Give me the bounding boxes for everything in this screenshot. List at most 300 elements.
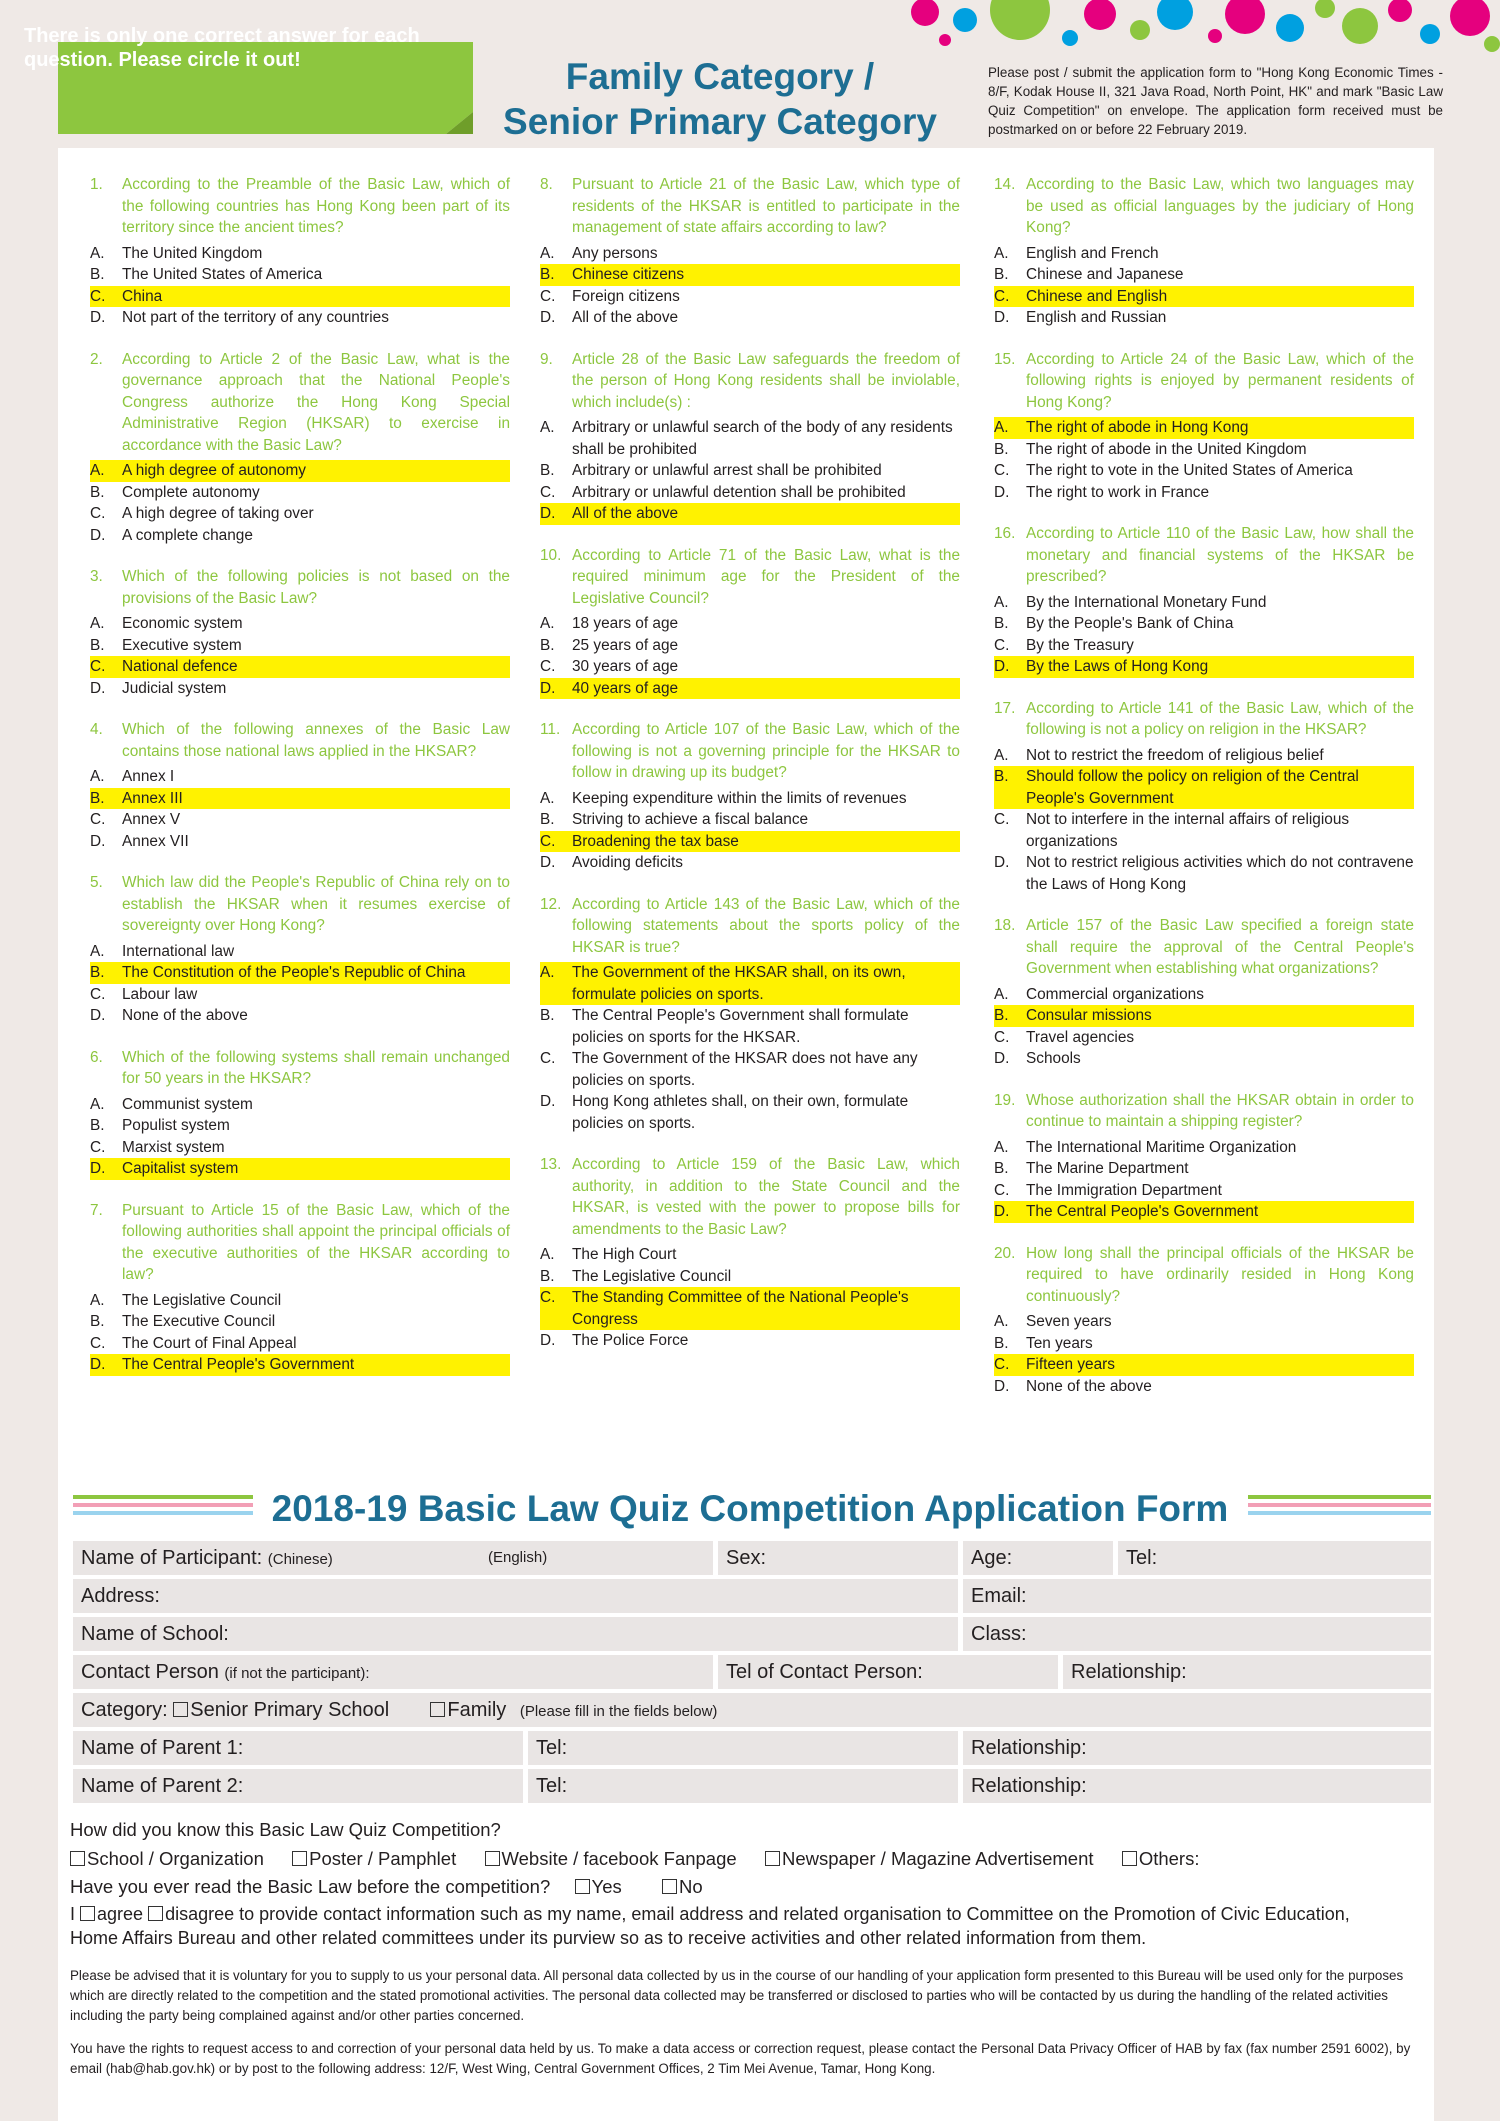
question-text — [540, 545, 960, 610]
option-letter: B. — [540, 811, 555, 828]
option-letter: C. — [994, 1181, 1010, 1199]
answer-option[interactable] — [90, 503, 510, 525]
option-letter: D. — [90, 1356, 106, 1373]
option-letter: D. — [90, 526, 106, 544]
banner-text: There is only one correct answer for each question. Please circle it out! — [24, 25, 420, 71]
answer-option-correct[interactable] — [90, 1354, 510, 1376]
answer-option[interactable] — [540, 635, 960, 657]
parent1-relationship-field[interactable]: Relationship: — [963, 1731, 1431, 1765]
option-letter: C. — [90, 287, 106, 305]
option-text: The United States of America — [122, 266, 323, 283]
option-text: 30 years of age — [572, 658, 679, 675]
answer-option[interactable] — [994, 984, 1414, 1006]
question-prompt: Pursuant to Article 15 of the Basic Law, which of the following authorities shall appoint the principal officials of the executive authorities of the HKSAR according to law? — [122, 1201, 510, 1283]
question-prompt: According to Article 107 of the Basic Law, which of the following is not a governing principle for the HKSAR to follow in drawing up its budget? — [572, 721, 960, 781]
option-letter: A. — [994, 1138, 1009, 1156]
option-text: The International Maritime Organization — [1026, 1138, 1297, 1156]
option-letter: A. — [90, 1291, 105, 1309]
option-text: Chinese and Japanese — [1026, 266, 1184, 283]
option-letter: C. — [994, 287, 1010, 305]
question-9 — [540, 349, 960, 525]
option-letter: B. — [90, 1117, 105, 1134]
school-field[interactable]: Name of School: — [73, 1617, 958, 1651]
family-checkbox[interactable] — [430, 1702, 445, 1717]
option-text: The Police Force — [572, 1332, 689, 1349]
option-letter: D. — [994, 658, 1010, 675]
option-text: The Central People's Government shall formulate policies on sports for the HKSAR. — [572, 1007, 909, 1046]
answer-option-correct[interactable] — [90, 1158, 510, 1180]
answer-option[interactable] — [994, 307, 1414, 329]
answer-option[interactable] — [540, 1091, 960, 1134]
answer-option-correct[interactable] — [540, 962, 960, 1005]
consent-statement: I agree disagree to provide contact information such as my name, email address and related organisation to Committee on the Promotion of Civic Education, Home Affairs Bureau and other related committees under its purview so as to receive activities and other related information from them. — [70, 1904, 1350, 1948]
option-text: By the Laws of Hong Kong — [1026, 658, 1209, 675]
option-letter: A. — [90, 244, 105, 262]
answer-option[interactable] — [994, 1376, 1414, 1398]
option-letter: B. — [994, 1334, 1009, 1352]
answer-option[interactable] — [540, 809, 960, 831]
answer-option[interactable] — [994, 1137, 1414, 1159]
page-title: Family Category / Senior Primary Category — [503, 56, 937, 142]
option-letter: B. — [994, 1007, 1009, 1024]
question-number: 1. — [90, 176, 103, 193]
option-text: Judicial system — [122, 679, 227, 697]
question-prompt: Which of the following systems shall remain unchanged for 50 years in the HKSAR? — [122, 1048, 510, 1087]
answer-option[interactable] — [90, 1137, 510, 1159]
option-letter: D. — [994, 1377, 1010, 1395]
read-no-checkbox[interactable] — [662, 1879, 677, 1894]
question-prompt: How long shall the principal officials of the HKSAR be required to have ordinarily resided in Hong Kong continuously? — [1026, 1244, 1414, 1305]
contact-tel-field[interactable]: Tel of Contact Person: — [718, 1655, 1058, 1689]
option-letter: C. — [540, 1289, 556, 1306]
question-column-2 — [540, 174, 960, 1372]
question-text — [90, 174, 510, 239]
option-text: 40 years of age — [572, 679, 679, 697]
source-poster-checkbox[interactable] — [292, 1851, 307, 1866]
option-text: Complete autonomy — [122, 483, 260, 501]
option-text: China — [122, 287, 163, 305]
age-field[interactable]: Age: — [963, 1541, 1113, 1575]
parent2-tel-field[interactable]: Tel: — [528, 1769, 958, 1803]
option-letter: D. — [90, 309, 106, 326]
option-text: The Court of Final Appeal — [122, 1334, 297, 1352]
parent2-relationship-field[interactable]: Relationship: — [963, 1769, 1431, 1803]
answer-option-correct[interactable] — [994, 1354, 1414, 1376]
option-letter: A. — [994, 1313, 1009, 1330]
option-text: By the People's Bank of China — [1026, 615, 1234, 632]
answer-option[interactable] — [994, 1311, 1414, 1333]
answer-option[interactable] — [994, 1333, 1414, 1355]
answer-option[interactable] — [90, 243, 510, 265]
how-know-question: How did you know this Basic Law Quiz Competition? — [70, 1819, 501, 1840]
option-text: None of the above — [122, 1007, 248, 1024]
option-letter: B. — [994, 615, 1009, 632]
answer-option-correct[interactable] — [540, 503, 960, 525]
option-letter: C. — [540, 483, 556, 501]
question-prompt: According to Article 143 of the Basic Law, which of the following statements about the sports policy of the HKSAR is true? — [572, 895, 960, 956]
answer-option[interactable] — [540, 460, 960, 482]
form-row-participant — [73, 1541, 1431, 1575]
question-text — [994, 1090, 1414, 1133]
option-letter: C. — [540, 658, 556, 675]
question-text — [994, 349, 1414, 414]
option-text: Economic system — [122, 615, 243, 632]
question-number: 2. — [90, 350, 103, 368]
option-text: The Marine Department — [1026, 1160, 1189, 1177]
question-prompt: According to Article 71 of the Basic Law, what is the required minimum age for the President of the Legislative Council? — [572, 546, 960, 607]
option-text: Any persons — [572, 244, 658, 262]
answer-option[interactable] — [90, 1094, 510, 1116]
option-text: Commercial organizations — [1026, 985, 1204, 1003]
privacy-notice-1: Please be advised that it is voluntary for you to supply to us your personal data. All personal data collected by us in the course of our handling of your application form presented to this Bureau will be used only for the purposes which are directly related to the competition and the stated promotional activities. The personal data collected may be transferred or disclosed to parties who will be contacted by us during the handling of the related activities including the party being complained against and/or other parties concerned. — [70, 1968, 1404, 2023]
answer-option-correct[interactable] — [994, 1005, 1414, 1027]
option-letter: B. — [90, 636, 105, 654]
answer-option[interactable] — [90, 1333, 510, 1355]
option-text: International law — [122, 942, 235, 960]
option-letter: A. — [90, 1095, 105, 1113]
option-letter: A. — [994, 419, 1009, 436]
option-text: None of the above — [1026, 1377, 1152, 1395]
option-text: Annex III — [122, 789, 183, 807]
question-prompt: Which law did the People's Republic of China rely on to establish the HKSAR when it resumes exercise of sovereignty over Hong Kong? — [122, 874, 510, 934]
form-row-parent2 — [73, 1769, 1431, 1803]
answer-option[interactable] — [994, 264, 1414, 286]
question-prompt: Which of the following annexes of the Basic Law contains those national laws applied in the HKSAR? — [122, 721, 510, 760]
question-text — [994, 523, 1414, 588]
answer-option[interactable] — [994, 745, 1414, 767]
answer-option[interactable] — [994, 243, 1414, 265]
option-text: 18 years of age — [572, 615, 679, 632]
answer-option[interactable] — [540, 286, 960, 308]
option-letter: C. — [90, 505, 106, 522]
option-letter: A. — [994, 746, 1009, 764]
answer-option[interactable] — [994, 613, 1414, 635]
answer-option[interactable] — [90, 1311, 510, 1333]
option-letter: C. — [994, 1356, 1010, 1373]
answer-option[interactable] — [90, 809, 510, 831]
sex-field[interactable]: Sex: — [718, 1541, 958, 1575]
title-stripes-right — [1248, 1495, 1431, 1523]
answer-option[interactable] — [90, 984, 510, 1006]
answer-option[interactable] — [90, 482, 510, 504]
option-letter: C. — [994, 462, 1010, 479]
contact-person-field[interactable]: Contact Person (if not the participant): — [73, 1655, 713, 1689]
agree-checkbox[interactable] — [80, 1906, 95, 1921]
question-2 — [90, 349, 510, 547]
question-text — [90, 1047, 510, 1090]
question-prompt: Whose authorization shall the HKSAR obtain in order to continue to maintain a shipping register? — [1026, 1091, 1414, 1130]
parent1-name-field[interactable]: Name of Parent 1: — [73, 1731, 523, 1765]
answer-option[interactable] — [994, 482, 1414, 504]
form-row-parent1 — [73, 1731, 1431, 1765]
option-letter: D. — [994, 309, 1010, 326]
question-20 — [994, 1243, 1414, 1398]
answer-option-correct[interactable] — [540, 678, 960, 700]
option-letter: B. — [90, 789, 105, 807]
answer-option[interactable] — [90, 635, 510, 657]
option-text: Fifteen years — [1026, 1356, 1115, 1373]
option-text: The right to vote in the United States of America — [1026, 462, 1353, 479]
option-text: A high degree of autonomy — [122, 462, 306, 479]
answer-option-correct[interactable] — [540, 831, 960, 853]
answer-option-correct[interactable] — [994, 656, 1414, 678]
how-know-options: School / Organization Poster / Pamphlet Website / facebook Fanpage Newspaper / Magazine Advertisement Others: — [70, 1845, 1199, 1873]
form-row-school — [73, 1617, 1431, 1651]
question-6 — [90, 1047, 510, 1180]
option-text: Seven years — [1026, 1313, 1112, 1330]
option-text: Capitalist system — [122, 1160, 239, 1177]
category-field: Category: Senior Primary School Family (Please fill in the fields below) — [73, 1693, 1431, 1727]
question-number: 18. — [994, 917, 1016, 934]
option-letter: A. — [540, 244, 555, 262]
answer-option[interactable] — [994, 809, 1414, 852]
question-prompt: According to Article 2 of the Basic Law, what is the governance approach that the National People's Congress authorize the Hong Kong Special Administrative Region (HKSAR) to exercise in accordance with the Basic Law? — [122, 350, 510, 454]
option-text: The Legislative Council — [122, 1291, 282, 1309]
option-letter: C. — [994, 636, 1010, 654]
option-letter: A. — [994, 593, 1009, 611]
read-before-question: Have you ever read the Basic Law before the competition? Yes No — [70, 1876, 703, 1897]
answer-option[interactable] — [540, 417, 960, 460]
source-others-checkbox[interactable] — [1122, 1851, 1137, 1866]
question-prompt: According to Article 141 of the Basic Law, which of the following is not a policy on religion in the HKSAR? — [1026, 699, 1414, 738]
answer-option[interactable] — [90, 941, 510, 963]
answer-option[interactable] — [90, 678, 510, 700]
option-letter: D. — [994, 1203, 1010, 1220]
question-number: 9. — [540, 350, 553, 368]
option-text: By the Treasury — [1026, 636, 1134, 654]
option-text: Not to restrict religious activities which do not contravene the Laws of Hong Kong — [1026, 854, 1414, 893]
answer-option[interactable] — [540, 1244, 960, 1266]
question-number: 10. — [540, 546, 562, 564]
question-17 — [994, 698, 1414, 896]
parent2-name-field[interactable]: Name of Parent 2: — [73, 1769, 523, 1803]
option-text: The right of abode in Hong Kong — [1026, 419, 1249, 436]
address-field[interactable]: Address: — [73, 1579, 958, 1613]
option-letter: B. — [540, 266, 555, 283]
option-letter: C. — [540, 832, 556, 850]
answer-option-correct[interactable] — [994, 766, 1414, 809]
answer-option[interactable] — [540, 482, 960, 504]
answer-option[interactable] — [540, 1048, 960, 1091]
option-text: Ten years — [1026, 1334, 1093, 1352]
question-7 — [90, 1200, 510, 1376]
question-text — [994, 174, 1414, 239]
option-letter: B. — [90, 964, 105, 981]
option-letter: A. — [540, 1246, 555, 1263]
answer-option[interactable] — [540, 613, 960, 635]
option-text: Executive system — [122, 636, 242, 654]
source-newspaper-checkbox[interactable] — [765, 1851, 780, 1866]
answer-option[interactable] — [994, 439, 1414, 461]
option-text: The Immigration Department — [1026, 1181, 1222, 1199]
option-letter: C. — [994, 811, 1010, 828]
question-12 — [540, 894, 960, 1135]
answer-option[interactable] — [90, 766, 510, 788]
answer-option-correct[interactable] — [90, 460, 510, 482]
option-letter: B. — [540, 1267, 555, 1285]
answer-option[interactable] — [90, 1115, 510, 1137]
answer-option[interactable] — [540, 243, 960, 265]
question-prompt: According to Article 24 of the Basic Law, which of the following rights is enjoyed by permanent residents of Hong Kong? — [1026, 350, 1414, 411]
answer-option[interactable] — [90, 831, 510, 853]
option-text: Schools — [1026, 1050, 1081, 1067]
answer-option[interactable] — [90, 307, 510, 329]
option-text: Arbitrary or unlawful detention shall be prohibited — [572, 483, 906, 501]
tel-field[interactable]: Tel: — [1118, 1541, 1431, 1575]
option-letter: D. — [90, 1007, 106, 1024]
option-letter: B. — [540, 636, 555, 654]
option-letter: C. — [994, 1028, 1010, 1046]
question-13 — [540, 1154, 960, 1352]
answer-option[interactable] — [994, 1048, 1414, 1070]
option-letter: C. — [90, 1334, 106, 1352]
option-text: The Legislative Council — [572, 1267, 732, 1285]
answer-option[interactable] — [90, 264, 510, 286]
question-1 — [90, 174, 510, 329]
class-field[interactable]: Class: — [963, 1617, 1431, 1651]
option-letter: B. — [540, 462, 555, 479]
title-stripes-left — [73, 1495, 253, 1523]
submission-instructions: Please post / submit the application form to "Hong Kong Economic Times - 8/F, Kodak House II, 321 Java Road, North Point, HK" and mark "Basic Law Quiz Competition" on envelope. The application form received must be postmarked on or before 22 February 2019. — [988, 65, 1443, 137]
question-16 — [994, 523, 1414, 678]
answer-option[interactable] — [90, 1290, 510, 1312]
option-text: Not to restrict the freedom of religious belief — [1026, 746, 1324, 764]
question-number: 11. — [540, 721, 561, 738]
form-row-category — [73, 1693, 1431, 1727]
email-field[interactable]: Email: — [963, 1579, 1431, 1613]
answer-option-correct[interactable] — [540, 1287, 960, 1330]
option-letter: B. — [994, 440, 1009, 458]
contact-relationship-field[interactable]: Relationship: — [1063, 1655, 1431, 1689]
option-letter: C. — [90, 811, 106, 828]
option-text: The United Kingdom — [122, 244, 263, 262]
option-text: Not to interfere in the internal affairs of religious organizations — [1026, 811, 1350, 850]
question-text — [90, 566, 510, 609]
question-number: 14. — [994, 176, 1016, 193]
answer-option[interactable] — [994, 1180, 1414, 1202]
question-text — [90, 349, 510, 457]
option-text: Marxist system — [122, 1138, 225, 1156]
question-text — [994, 1243, 1414, 1308]
question-number: 4. — [90, 721, 103, 738]
option-text: Hong Kong athletes shall, on their own, formulate policies on sports. — [572, 1093, 909, 1132]
question-column-1 — [90, 174, 510, 1396]
option-letter: C. — [90, 658, 106, 675]
option-text: Foreign citizens — [572, 287, 680, 305]
source-website-checkbox[interactable] — [485, 1851, 500, 1866]
answer-option[interactable] — [540, 1330, 960, 1352]
parent1-tel-field[interactable]: Tel: — [528, 1731, 958, 1765]
answer-option[interactable] — [994, 1158, 1414, 1180]
question-prompt: Article 28 of the Basic Law safeguards the freedom of the person of Hong Kong residents shall be inviolable, which include(s) : — [572, 350, 960, 411]
option-letter: C. — [540, 287, 556, 305]
option-letter: B. — [540, 1007, 555, 1024]
answer-option-correct[interactable] — [994, 417, 1414, 439]
read-yes-checkbox[interactable] — [575, 1879, 590, 1894]
form-row-contact — [73, 1655, 1431, 1689]
question-prompt: According to Article 159 of the Basic Law, which authority, in addition to the State Council and the HKSAR, is vested with the power to propose bills for amendments to the Basic Law? — [572, 1156, 960, 1238]
option-text: The Government of the HKSAR does not have any policies on sports. — [572, 1050, 918, 1089]
answer-option-correct[interactable] — [994, 286, 1414, 308]
answer-option[interactable] — [540, 656, 960, 678]
question-column-3 — [994, 174, 1414, 1417]
answer-option[interactable] — [540, 788, 960, 810]
answer-option[interactable] — [540, 852, 960, 874]
answer-option-correct[interactable] — [90, 656, 510, 678]
question-3 — [90, 566, 510, 699]
question-text — [90, 872, 510, 937]
option-text: The right to work in France — [1026, 483, 1210, 501]
option-text: The Standing Committee of the National People's Congress — [572, 1289, 909, 1328]
question-number: 13. — [540, 1156, 562, 1173]
option-text: The Central People's Government — [1026, 1203, 1259, 1220]
option-letter: D. — [540, 1093, 556, 1110]
option-text: Striving to achieve a fiscal balance — [572, 811, 809, 828]
answer-option[interactable] — [994, 852, 1414, 895]
option-letter: C. — [90, 1138, 106, 1156]
answer-option[interactable] — [994, 1027, 1414, 1049]
option-letter: A. — [90, 942, 105, 960]
answer-option[interactable] — [90, 1005, 510, 1027]
question-prompt: Pursuant to Article 21 of the Basic Law, which type of residents of the HKSAR is entitled to participate in the management of state affairs according to law? — [572, 176, 960, 236]
answer-option-correct[interactable] — [90, 962, 510, 984]
option-letter: B. — [994, 768, 1009, 785]
answer-option-correct[interactable] — [90, 286, 510, 308]
option-text: Annex V — [122, 811, 181, 828]
question-prompt: Article 157 of the Basic Law specified a foreign state shall require the approval of the Central People's Government when establishing what organizations? — [1026, 917, 1414, 977]
senior-primary-checkbox[interactable] — [173, 1702, 188, 1717]
answer-option-correct[interactable] — [994, 1201, 1414, 1223]
answer-option[interactable] — [90, 613, 510, 635]
answer-option[interactable] — [994, 460, 1414, 482]
question-number: 19. — [994, 1091, 1016, 1109]
option-text: Labour law — [122, 985, 198, 1003]
question-number: 3. — [90, 568, 103, 585]
option-letter: D. — [540, 1332, 556, 1349]
answer-option[interactable] — [540, 1005, 960, 1048]
answer-option[interactable] — [90, 525, 510, 547]
question-number: 5. — [90, 874, 103, 891]
option-letter: D. — [540, 854, 556, 871]
source-school-checkbox[interactable] — [70, 1851, 85, 1866]
disagree-checkbox[interactable] — [148, 1906, 163, 1921]
question-text — [540, 174, 960, 239]
option-letter: A. — [540, 419, 555, 436]
option-letter: A. — [540, 789, 555, 807]
participant-name-field[interactable]: Name of Participant: (Chinese) (English) — [73, 1541, 713, 1575]
answer-option[interactable] — [540, 1266, 960, 1288]
question-prompt: According to the Preamble of the Basic Law, which of the following countries has Hong Kong been part of its territory since the ancient times? — [122, 176, 510, 236]
option-text: The Government of the HKSAR shall, on its own, formulate policies on sports. — [572, 964, 906, 1003]
option-letter: D. — [540, 679, 556, 697]
option-text: A high degree of taking over — [122, 505, 314, 522]
option-text: Avoiding deficits — [572, 854, 683, 871]
option-text: Populist system — [122, 1117, 230, 1134]
option-letter: B. — [994, 1160, 1009, 1177]
option-letter: B. — [90, 266, 105, 283]
answer-option-correct[interactable] — [90, 788, 510, 810]
option-text: Communist system — [122, 1095, 253, 1113]
question-text — [540, 719, 960, 784]
question-prompt: Which of the following policies is not based on the provisions of the Basic Law? — [122, 568, 510, 607]
answer-option-correct[interactable] — [540, 264, 960, 286]
question-text — [994, 915, 1414, 980]
question-text — [540, 894, 960, 959]
answer-option[interactable] — [540, 307, 960, 329]
question-number: 15. — [994, 350, 1016, 368]
answer-option[interactable] — [994, 635, 1414, 657]
answer-option[interactable] — [994, 592, 1414, 614]
